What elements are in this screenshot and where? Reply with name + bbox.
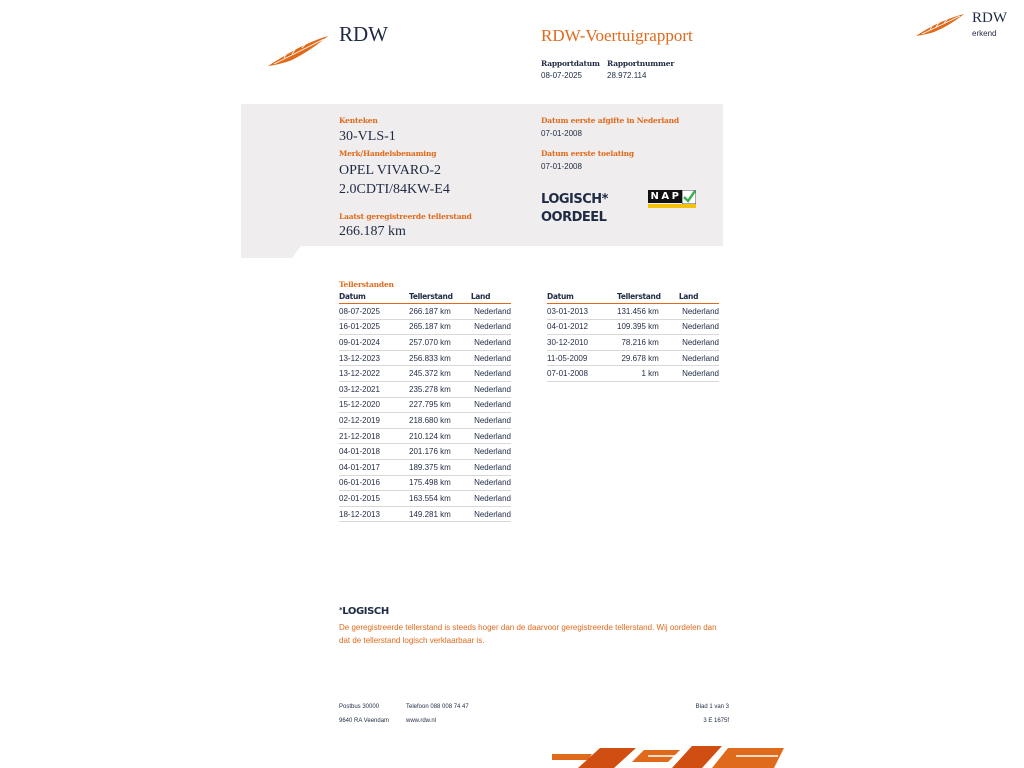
reading-odo: 201.176 km — [409, 444, 471, 460]
reading-odo: 189.375 km — [409, 459, 471, 475]
top-right-logo — [914, 10, 1014, 42]
reading-odo: 265.187 km — [409, 319, 471, 335]
footer-page: Blad 1 van 3 — [695, 704, 729, 710]
reading-date: 13-12-2023 — [339, 350, 409, 366]
report-number: 28.972.114 — [607, 71, 647, 80]
reading-country: Nederland — [471, 475, 511, 491]
footer-code: 3 E 1675f — [703, 718, 729, 724]
reading-country: Nederland — [471, 319, 511, 335]
reading-odo: 163.554 km — [409, 491, 471, 507]
report-date: 08-07-2025 — [541, 71, 582, 80]
first-admission-value: 07-01-2008 — [541, 162, 582, 171]
reading-country: Nederland — [471, 506, 511, 522]
table-row — [547, 304, 719, 320]
reading-odo: 235.278 km — [409, 381, 471, 397]
col-date: Datum — [339, 292, 409, 304]
reading-odo: 149.281 km — [409, 506, 471, 522]
reading-country: Nederland — [679, 335, 719, 351]
table-row — [339, 506, 511, 522]
table-row — [339, 304, 511, 320]
reading-odo: 109.395 km — [617, 319, 679, 335]
top-right-brand: RDW — [972, 10, 1007, 26]
reading-date: 03-12-2021 — [339, 381, 409, 397]
table-row — [339, 413, 511, 429]
header-brand: RDW — [339, 22, 388, 46]
footer-phone: Telefoon 088 008 74 47 — [406, 704, 469, 710]
reading-date: 03-01-2013 — [547, 304, 617, 320]
table-row — [547, 350, 719, 366]
table-row — [339, 491, 511, 507]
odo-label: Laatst geregistreerde tellerstand — [339, 212, 472, 221]
reading-date: 15-12-2020 — [339, 397, 409, 413]
reading-odo: 227.795 km — [409, 397, 471, 413]
table-row — [547, 335, 719, 351]
top-right-sub: erkend — [972, 29, 997, 38]
note-asterisk: * — [339, 606, 343, 614]
col-country: Land — [679, 292, 719, 304]
note-title — [339, 606, 389, 617]
table-row — [547, 319, 719, 335]
reading-date: 08-07-2025 — [339, 304, 409, 320]
reading-date: 11-05-2009 — [547, 350, 617, 366]
reading-country: Nederland — [679, 350, 719, 366]
readings-table-right — [547, 292, 719, 382]
make-line2: 2.0CDTI/84KW-E4 — [339, 182, 450, 197]
decorative-stripes-icon — [552, 746, 784, 768]
odo-value: 266.187 km — [339, 224, 406, 239]
rdw-feather-icon — [914, 12, 966, 38]
footer-addr1: Postbus 30000 — [339, 704, 380, 710]
reading-country: Nederland — [471, 491, 511, 507]
reading-country: Nederland — [471, 335, 511, 351]
table-row — [339, 335, 511, 351]
reading-odo: 245.372 km — [409, 366, 471, 382]
band-tail — [241, 246, 301, 258]
reading-date: 06-01-2016 — [339, 475, 409, 491]
col-country: Land — [471, 292, 511, 304]
table-row — [339, 319, 511, 335]
reading-odo: 78.216 km — [617, 335, 679, 351]
reading-date: 02-12-2019 — [339, 413, 409, 429]
reading-country: Nederland — [471, 459, 511, 475]
reading-country: Nederland — [679, 366, 719, 382]
rdw-feather-icon — [266, 34, 330, 68]
reading-country: Nederland — [679, 304, 719, 320]
verdict-line1: LOGISCH* — [541, 192, 608, 207]
reading-date: 21-12-2018 — [339, 428, 409, 444]
note-line2: dat de tellerstand logisch verklaarbaar is. — [339, 636, 485, 645]
table-row — [339, 444, 511, 460]
reading-country: Nederland — [471, 428, 511, 444]
check-icon — [682, 190, 696, 204]
note-line1: De geregistreerde tellerstand is steeds hoger dan de daarvoor geregistreerde tellerstand. Wij oordelen dan — [339, 623, 717, 632]
nap-logo — [648, 190, 698, 208]
reading-country: Nederland — [471, 444, 511, 460]
table-row — [339, 350, 511, 366]
table-row — [339, 428, 511, 444]
reading-date: 04-01-2012 — [547, 319, 617, 335]
vehicle-summary-band — [241, 104, 723, 246]
table-row — [339, 397, 511, 413]
make-label: Merk/Handelsbenaming — [339, 149, 437, 158]
reading-odo: 266.187 km — [409, 304, 471, 320]
nap-underline — [648, 204, 696, 208]
note-title-text: LOGISCH — [342, 606, 389, 617]
reading-date: 04-01-2017 — [339, 459, 409, 475]
reading-date: 18-12-2013 — [339, 506, 409, 522]
reading-country: Nederland — [471, 413, 511, 429]
table-row — [339, 366, 511, 382]
report-title: RDW-Voertuigrapport — [541, 26, 693, 45]
col-date: Datum — [547, 292, 617, 304]
table-row — [547, 366, 719, 382]
footer-web: www.rdw.nl — [406, 718, 437, 724]
reading-country: Nederland — [471, 397, 511, 413]
plate-label: Kenteken — [339, 116, 378, 125]
reading-date: 04-01-2018 — [339, 444, 409, 460]
reading-country: Nederland — [471, 366, 511, 382]
reading-date: 02-01-2015 — [339, 491, 409, 507]
readings-section-label: Tellerstanden — [339, 280, 394, 289]
first-nl-value: 07-01-2008 — [541, 129, 582, 138]
nap-logo-text: NAP — [648, 190, 684, 203]
reading-country: Nederland — [471, 350, 511, 366]
reading-country: Nederland — [471, 381, 511, 397]
first-admission-label: Datum eerste toelating — [541, 149, 634, 158]
plate-value: 30-VLS-1 — [339, 129, 396, 144]
reading-date: 09-01-2024 — [339, 335, 409, 351]
reading-country: Nederland — [471, 304, 511, 320]
reading-odo: 256.833 km — [409, 350, 471, 366]
reading-odo: 29.678 km — [617, 350, 679, 366]
first-nl-label: Datum eerste afgifte in Nederland — [541, 116, 679, 125]
reading-odo: 218.680 km — [409, 413, 471, 429]
readings-table-left — [339, 292, 511, 522]
verdict-line2: OORDEEL — [541, 210, 607, 225]
reading-odo: 175.498 km — [409, 475, 471, 491]
reading-date: 30-12-2010 — [547, 335, 617, 351]
table-row — [339, 475, 511, 491]
reading-country: Nederland — [679, 319, 719, 335]
make-line1: OPEL VIVARO-2 — [339, 163, 442, 178]
reading-date: 16-01-2025 — [339, 319, 409, 335]
report-date-label: Rapportdatum — [541, 59, 600, 68]
reading-odo: 210.124 km — [409, 428, 471, 444]
col-odo: Tellerstand — [617, 292, 679, 304]
reading-odo: 257.070 km — [409, 335, 471, 351]
table-row — [339, 459, 511, 475]
reading-date: 13-12-2022 — [339, 366, 409, 382]
reading-date: 07-01-2008 — [547, 366, 617, 382]
report-number-label: Rapportnummer — [607, 59, 675, 68]
footer-addr2: 9640 RA Veendam — [339, 718, 390, 724]
reading-odo: 131.456 km — [617, 304, 679, 320]
col-odo: Tellerstand — [409, 292, 471, 304]
reading-odo: 1 km — [617, 366, 679, 382]
table-row — [339, 381, 511, 397]
